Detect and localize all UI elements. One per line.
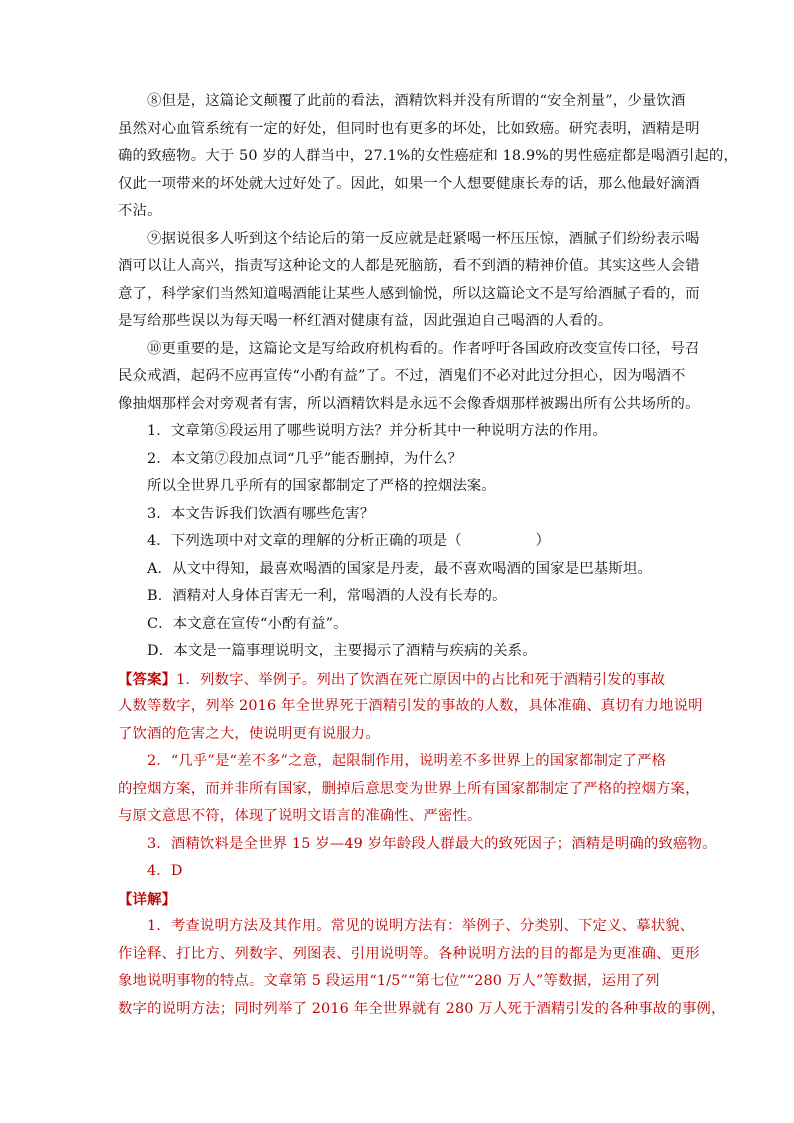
- text-line: [118, 858, 684, 886]
- line-text: 虽然对心血管系统有一定的好处，但同时也有更多的坏处，比如致癌。研究表明，酒精是明: [118, 120, 700, 137]
- closing-paren: ）: [535, 533, 551, 549]
- line-text: 象地说明事物的特点。文章第 5 段运用“1/5”“第七位”“280 万人”等数据，运用了列: [118, 973, 660, 989]
- line-text: 像抽烟那样会对旁观者有害，所以酒精饮料是永远不会像香烟那样被踢出所有公共场所的。: [118, 395, 700, 412]
- text-line: [118, 941, 700, 969]
- text-line: [118, 638, 684, 666]
- labeled-line: [118, 666, 684, 694]
- section-label: 【详解】: [118, 890, 177, 908]
- text-line: [118, 968, 684, 996]
- text-line: [118, 143, 739, 171]
- text-line: [118, 556, 684, 584]
- text-line: [118, 418, 684, 446]
- line-text: D．本文是一篇事理说明文，主要揭示了酒精与疾病的关系。: [147, 643, 537, 659]
- text-line: [118, 501, 684, 529]
- text-line: [118, 913, 695, 941]
- line-text: 的控烟方案，而并非所有国家，删掉后意思变为世界上所有国家都制定了严格的控烟方案，: [118, 780, 700, 797]
- text-line: [118, 473, 684, 501]
- line-text: 人数等数字，列举 2016 年全世界死于酒精引发的事故的人数，具体准确、真切有力地说明: [118, 698, 703, 714]
- text-line: [118, 363, 684, 391]
- line-text: 3．本文告诉我们饮酒有哪些危害？: [147, 505, 375, 522]
- line-text: 与原文意思不符，体现了说明文语言的准确性、严密性。: [118, 808, 482, 824]
- line-text: 1．列数字、举例子。列出了饮酒在死亡原因中的占比和死于酒精引发的事故: [176, 671, 666, 688]
- text-line: [118, 253, 700, 281]
- line-text: 2．本文第⑦段加点词“几乎”能否删掉，为什么？: [147, 450, 463, 467]
- line-text: 3．酒精饮料是全世界 15 岁—49 岁年龄段人群最大的致死因子；酒精是明确的致癌物。: [147, 835, 717, 852]
- line-text: A．从文中得知，最喜欢喝酒的国家是丹麦，最不喜欢喝酒的国家是巴基斯坦。: [147, 560, 652, 577]
- document-page: [118, 88, 739, 1023]
- line-text: 意了，科学家们当然知道喝酒能让某些人感到愉悦，所以这篇论文不是写给酒腻子看的，而: [118, 285, 700, 302]
- text-line: [118, 308, 684, 336]
- text-line: [118, 171, 700, 199]
- text-line: [118, 748, 684, 776]
- text-line: [118, 996, 726, 1024]
- line-text: ⑧但是，这篇论文颠覆了此前的看法，酒精饮料并没有所谓的“安全剂量”，少量饮酒: [147, 93, 686, 109]
- line-text: 1．考查说明方法及其作用。常见的说明方法有：举例子、分类别、下定义、摹状貌、: [147, 918, 695, 934]
- text-line: [118, 336, 700, 364]
- text-line: [118, 611, 684, 639]
- text-line: [118, 116, 700, 144]
- text-line: [118, 446, 684, 474]
- text-line: [118, 391, 700, 419]
- line-text: 2．“几乎”是“差不多”之意，起限制作用，说明差不多世界上的国家都制定了严格: [147, 753, 667, 769]
- section-label: 【答案】: [118, 670, 177, 688]
- text-line: [118, 721, 684, 749]
- text-line: [118, 803, 684, 831]
- line-text: 酒可以让人高兴，指责写这种论文的人都是死脑筋，看不到酒的精神价值。其实这些人会错: [118, 258, 700, 274]
- line-text: 仅此一项带来的坏处就大过好处了。因此，如果一个人想要健康长寿的话，那么他最好滴酒: [118, 175, 700, 192]
- line-text: B．酒精对人身体百害无一利，常喝酒的人没有长寿的。: [147, 588, 507, 604]
- text-line: [118, 281, 700, 309]
- labeled-line: [118, 886, 684, 914]
- text-line: [118, 693, 703, 721]
- line-text: ⑩更重要的是，这篇论文是写给政府机构看的。作者呼吁各国政府改变宣传口径，号召: [147, 340, 700, 357]
- text-line: [118, 583, 684, 611]
- line-text: 1．文章第⑤段运用了哪些说明方法？并分析其中一种说明方法的作用。: [147, 423, 608, 439]
- line-text: 4．D: [147, 863, 183, 879]
- line-text: 了饮酒的危害之大，使说明更有说服力。: [118, 725, 380, 742]
- text-line: [118, 88, 684, 116]
- line-text: 数字的说明方法；同时列举了 2016 年全世界就有 280 万人死于酒精引发的各种事故的事例，: [118, 1000, 726, 1017]
- line-text: 4．下列选项中对文章的理解的分析正确的项是（: [147, 533, 462, 549]
- text-line: [118, 226, 700, 254]
- line-text: ⑨据说很多人听到这个结论后的第一反应就是赶紧喝一杯压压惊，酒腻子们纷纷表示喝: [147, 230, 700, 247]
- line-text: 所以全世界几乎所有的国家都制定了严格的控烟法案。: [147, 478, 496, 494]
- line-text: 确的致癌物。大于 50 岁的人群当中，27.1%的女性癌症和 18.9%的男性癌症都是喝酒引起的，: [118, 148, 739, 164]
- line-text: 民众戒酒，起码不应再宣传“小酌有益”了。不过，酒鬼们不必对此过分担心，因为喝酒不: [118, 368, 686, 384]
- line-text: 作诠释、打比方、列数字、列图表、引用说明等。各种说明方法的目的都是为更准确、更形: [118, 945, 700, 962]
- line-text: 是写给那些误以为每天喝一杯红酒对健康有益，因此强迫自己喝酒的人看的。: [118, 313, 613, 329]
- text-line: [118, 776, 700, 804]
- text-line: [118, 831, 717, 859]
- text-line: [118, 528, 684, 556]
- text-line: [118, 198, 684, 226]
- line-text: C．本文意在宣传“小酌有益”。: [147, 615, 348, 632]
- line-text: 不沾。: [118, 203, 162, 219]
